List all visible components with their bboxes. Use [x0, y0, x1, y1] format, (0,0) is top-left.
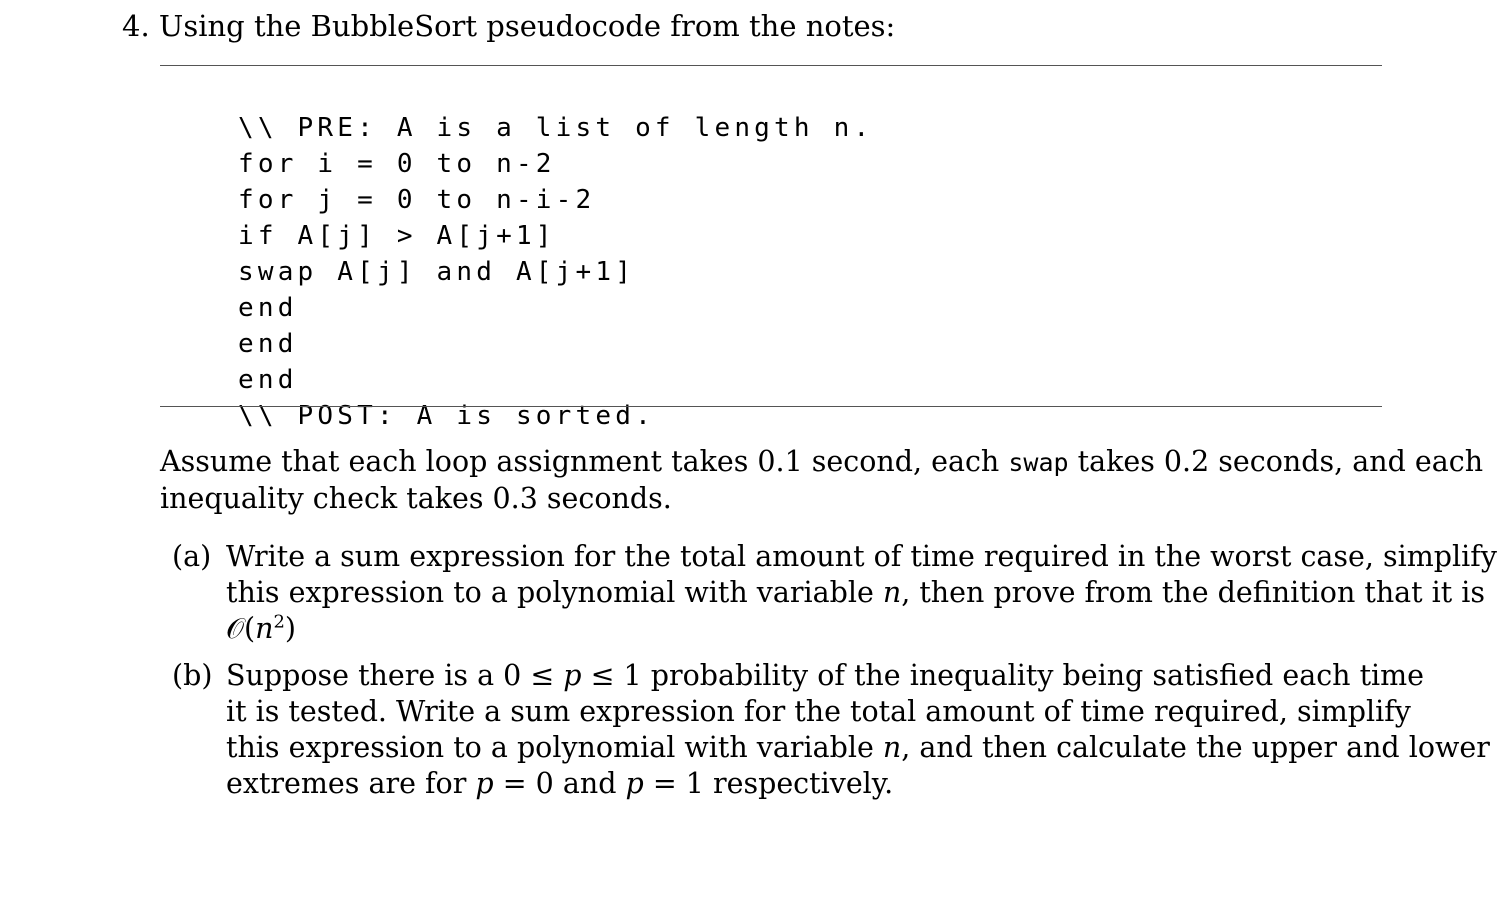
swap-keyword: swap [1008, 448, 1069, 477]
pseudocode-block [238, 74, 873, 470]
assumption-line-1: Assume that each loop assignment takes 0.1 second, each swap takes 0.2 seconds, and each [160, 445, 1484, 478]
code-line-for-i: for i = 0 to n-2 [238, 149, 556, 179]
code-line-pre: \\ PRE: A is a list of length n. [238, 113, 874, 143]
code-line-swap: swap A[j] and A[j+1] [238, 257, 636, 287]
question-number: 4. [122, 9, 150, 43]
code-line-if: if A[j] > A[j+1] [238, 221, 556, 251]
part-b-text: Suppose there is a 0 ≤ p ≤ 1 probability of the inequality being satisfied each time it is tested. Write a sum expression for the total amount of time required, simplify this expression to a polynomial with variable n, and then calculate the upper and lower extremes are for p = 0 and p = 1 respectively. [226, 659, 1490, 800]
assumption-line-2: inequality check takes 0.3 seconds. [160, 482, 672, 515]
part-a-label: (a) [172, 540, 212, 573]
question-heading-text: Using the BubbleSort pseudocode from the notes: [158, 9, 896, 43]
code-line-end-for-i: end [238, 365, 298, 395]
big-o-expression: $𝒪(n^2)$ [226, 611, 297, 645]
code-line-for-j: for j = 0 to n-i-2 [238, 185, 596, 215]
code-line-end-for-j: end [238, 329, 298, 359]
code-line-end-if: end [238, 293, 298, 323]
top-divider [160, 65, 1382, 66]
part-b-label: (b) [172, 659, 213, 692]
assumption-paragraph [160, 444, 1484, 517]
code-line-post: \\ POST: A is sorted. [238, 401, 655, 431]
part-a-text: Write a sum expression for the total amount of time required in the worst case, simplify this expression to a polynomial with variable n, then prove from the definition that it is $𝒪(n^2)$ [226, 540, 1497, 645]
bottom-divider [160, 406, 1382, 407]
question-heading [122, 6, 895, 46]
